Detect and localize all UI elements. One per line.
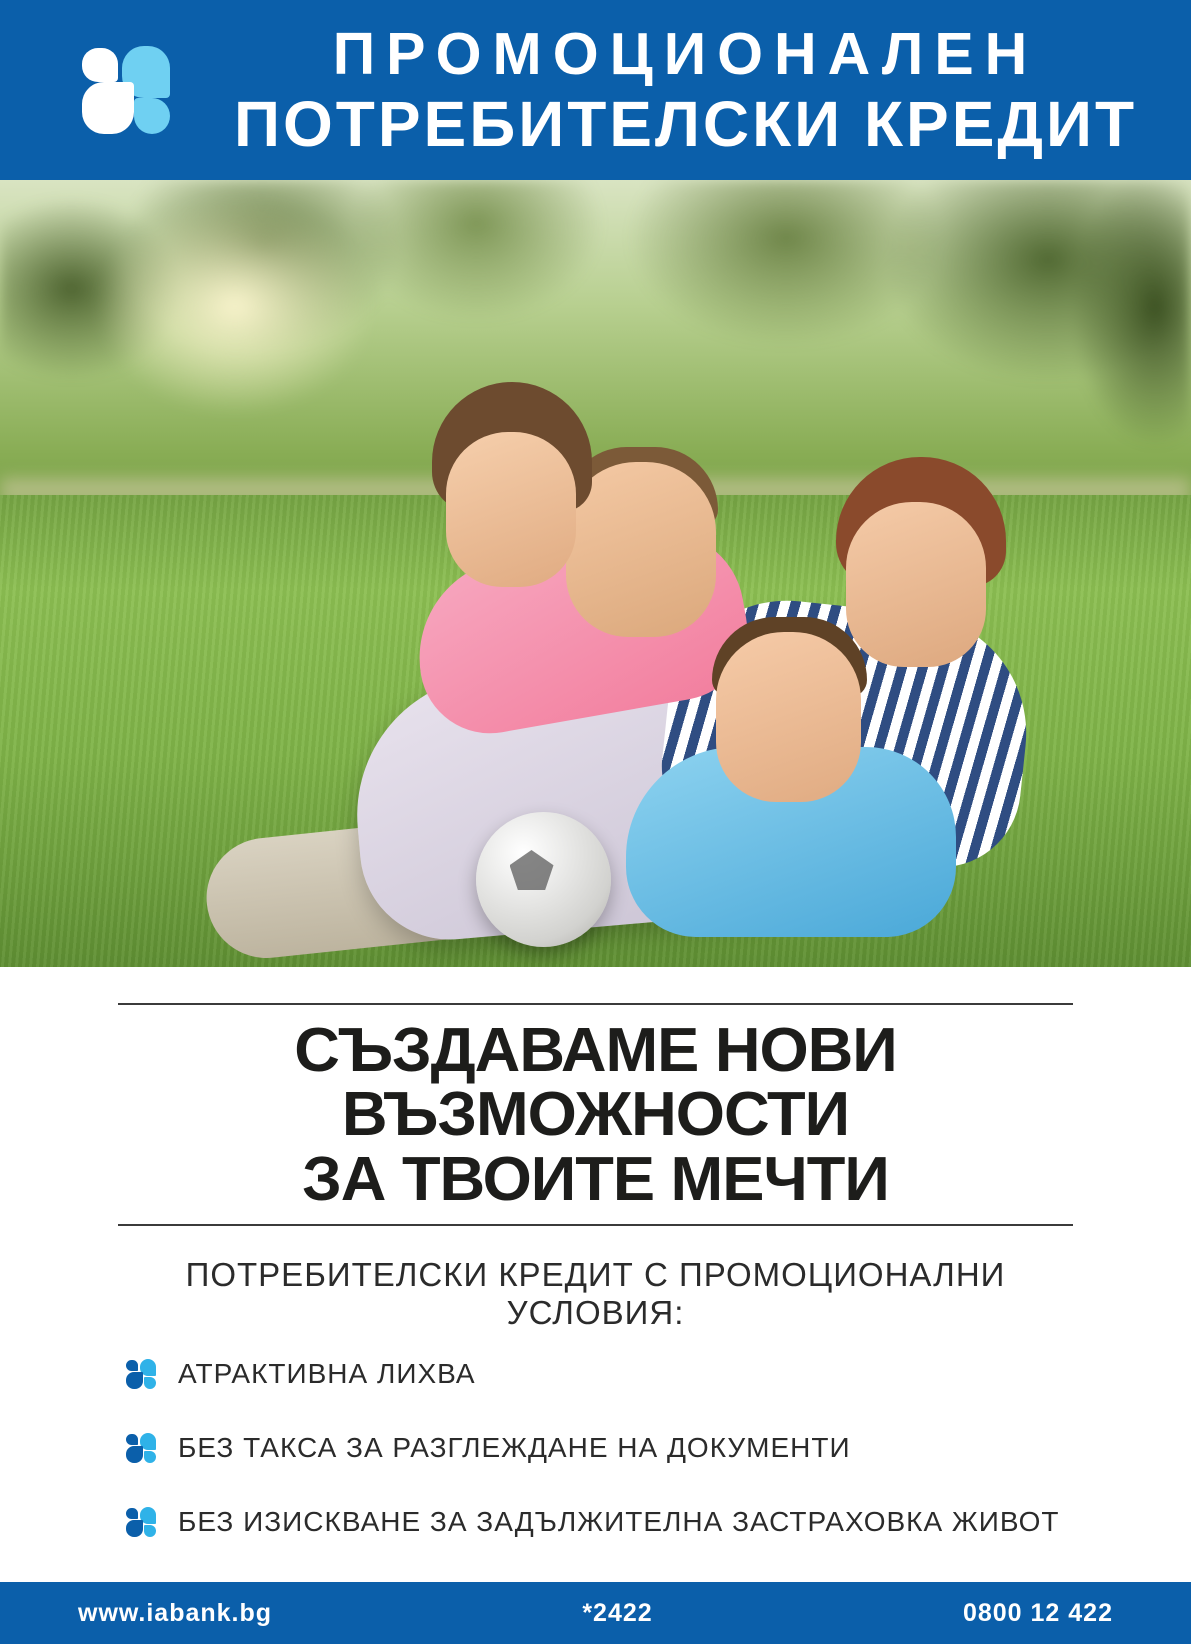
poster-content <box>0 967 1191 1582</box>
header-titles <box>208 20 1163 160</box>
header-title-line1: ПРОМОЦИОНАЛЕН <box>332 20 1039 87</box>
bank-mark-icon <box>126 1507 156 1537</box>
header-title-line2: ПОТРЕБИТЕЛСКИ КРЕДИТ <box>233 87 1138 160</box>
benefits-list <box>118 1358 1073 1538</box>
headline-line1: СЪЗДАВАМЕ НОВИ ВЪЗМОЖНОСТИ <box>294 1016 897 1150</box>
poster-footer <box>0 1582 1191 1644</box>
hero-photo <box>0 180 1191 967</box>
headline <box>108 1005 1082 1224</box>
list-item-label: БЕЗ ТАКСА ЗА РАЗГЛЕЖДАНЕ НА ДОКУМЕНТИ <box>178 1432 851 1464</box>
subheadline: ПОТРЕБИТЕЛСКИ КРЕДИТ С ПРОМОЦИОНАЛНИ УСЛОВИЯ: <box>185 1256 1006 1332</box>
photo-family-group <box>146 327 1046 967</box>
bank-mark-icon <box>126 1359 156 1389</box>
football-icon <box>476 812 611 947</box>
headline-line2: ЗА ТВОИТЕ МЕЧТИ <box>302 1144 889 1214</box>
short-number[interactable]: *2422 <box>582 1598 653 1627</box>
ia-bank-logo <box>78 42 174 138</box>
poster-header <box>0 0 1191 180</box>
divider-bottom <box>118 1224 1073 1226</box>
website-link[interactable]: www.iabank.bg <box>78 1598 273 1627</box>
phone-number[interactable]: 0800 12 422 <box>962 1598 1113 1627</box>
list-item-label: АТРАКТИВНА ЛИХВА <box>178 1358 476 1390</box>
bank-mark-icon <box>126 1433 156 1463</box>
list-item-label: БЕЗ ИЗИСКВАНЕ ЗА ЗАДЪЛЖИТЕЛНА ЗАСТРАХОВКА ЖИВОТ <box>178 1506 1060 1538</box>
list-item <box>118 1358 1073 1390</box>
list-item <box>118 1506 1073 1538</box>
list-item <box>118 1432 1073 1464</box>
